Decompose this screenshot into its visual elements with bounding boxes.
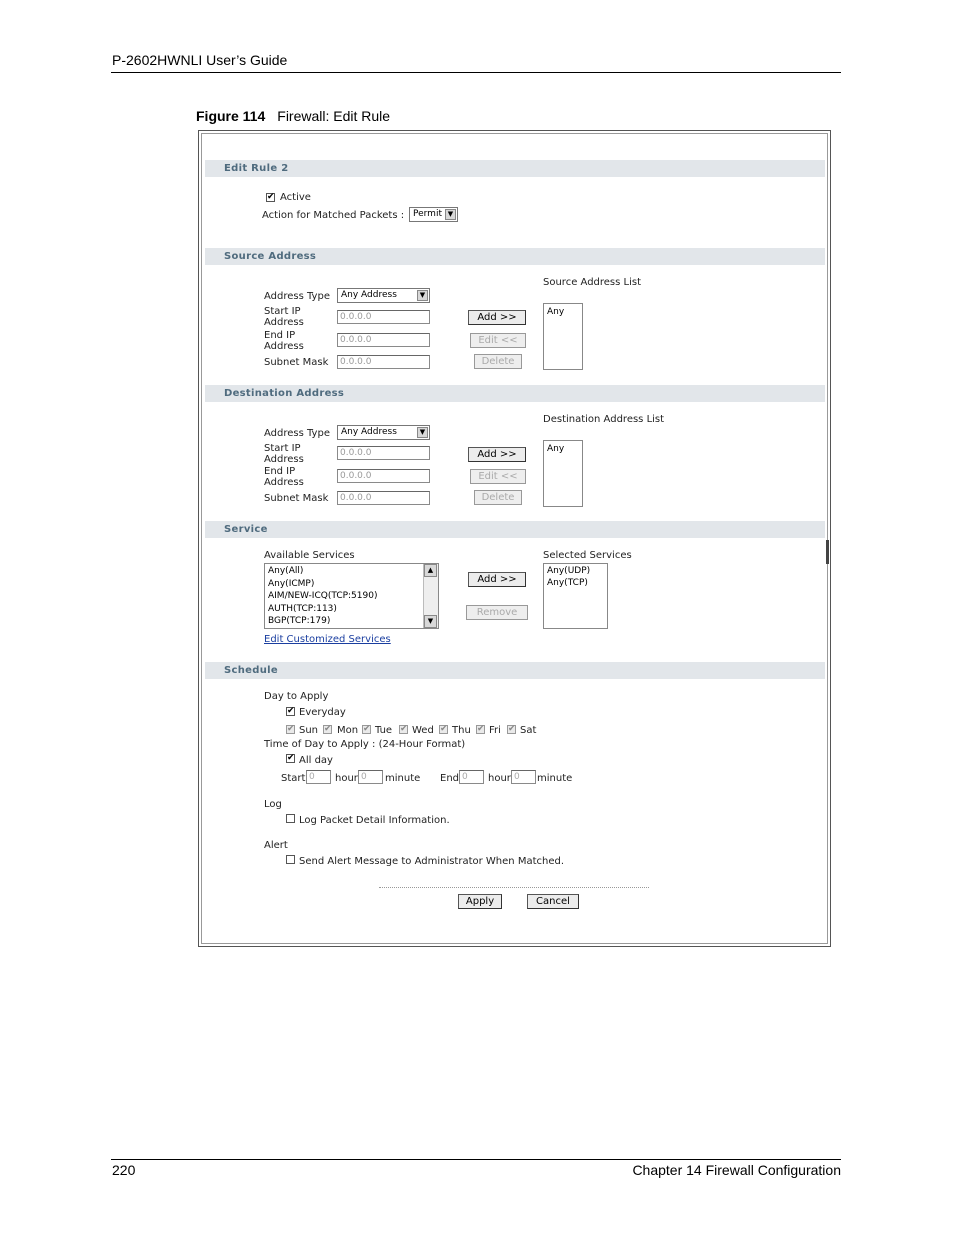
end-label: End [440, 773, 460, 784]
list-item[interactable]: Any [547, 444, 565, 454]
available-services-label: Available Services [264, 550, 355, 561]
action-select[interactable]: Permit ▼ [409, 207, 458, 222]
destination-list-title: Destination Address List [543, 414, 665, 425]
divider [379, 887, 649, 888]
source-add-button[interactable]: Add >> [468, 310, 526, 325]
schedule-title: Schedule [224, 665, 278, 676]
source-start-ip-label: Start IP Address [264, 306, 304, 328]
end-hour-label: hour [488, 773, 511, 784]
thu-checkbox[interactable]: ✔ [440, 724, 448, 734]
start-hour-input[interactable]: 0 [306, 770, 331, 784]
source-end-ip-input[interactable]: 0.0.0.0 [337, 333, 430, 347]
figure-title: Firewall: Edit Rule [277, 108, 391, 124]
document-header: P-2602HWNLI User’s Guide [112, 52, 288, 68]
scroll-down-icon[interactable]: ▼ [424, 615, 437, 628]
destination-address-list[interactable] [543, 440, 583, 507]
figure-caption [196, 108, 390, 124]
selected-services-list[interactable] [543, 563, 608, 629]
apply-button[interactable]: Apply [458, 894, 502, 909]
destination-end-ip-input[interactable]: 0.0.0.0 [337, 469, 430, 483]
source-address-list[interactable] [543, 303, 583, 370]
source-title: Source Address [224, 251, 317, 262]
end-hour-input[interactable]: 0 [459, 770, 484, 784]
log-title: Log [264, 799, 282, 810]
everyday-checkbox[interactable]: ✔ [287, 706, 295, 716]
source-address-type-label: Address Type [264, 291, 330, 302]
sat-checkbox[interactable]: ✔ [508, 724, 516, 734]
edit-customized-services-link[interactable]: Edit Customized Services [264, 634, 391, 645]
source-subnet-label: Subnet Mask [264, 357, 329, 368]
edit-rule-section-bar [205, 160, 825, 177]
start-minute-input[interactable]: 0 [358, 770, 383, 784]
header-rule [111, 72, 841, 73]
page-number: 220 [112, 1162, 136, 1178]
alert-title: Alert [264, 840, 288, 851]
chapter-title: Chapter 14 Firewall Configuration [632, 1162, 841, 1178]
list-item[interactable]: AIM/NEW-ICQ(TCP:5190) [268, 591, 378, 601]
source-edit-button[interactable]: Edit << [470, 333, 526, 348]
alert-label: Send Alert Message to Administrator When Matched. [299, 856, 565, 867]
figure-label: Figure 114 [196, 108, 266, 124]
active-label: Active [280, 192, 311, 203]
everyday-label: Everyday [299, 707, 346, 718]
destination-start-ip-input[interactable]: 0.0.0.0 [337, 446, 430, 460]
scroll-up-icon[interactable]: ▲ [424, 564, 437, 577]
service-add-button[interactable]: Add >> [468, 572, 526, 587]
end-minute-label: minute [537, 773, 573, 784]
end-minute-input[interactable]: 0 [511, 770, 536, 784]
chevron-down-icon: ▼ [417, 290, 428, 301]
source-delete-button[interactable]: Delete [474, 354, 522, 369]
destination-add-button[interactable]: Add >> [468, 447, 526, 462]
fri-label: Fri [489, 725, 501, 736]
start-hour-label: hour [335, 773, 358, 784]
source-subnet-input[interactable]: 0.0.0.0 [337, 355, 430, 369]
list-item[interactable]: Any(ICMP) [268, 578, 315, 589]
service-title: Service [224, 524, 268, 535]
time-of-day-label: Time of Day to Apply : (24-Hour Format) [264, 739, 466, 750]
list-item[interactable]: Any(All) [268, 566, 304, 576]
destination-subnet-input[interactable]: 0.0.0.0 [337, 491, 430, 505]
edit-rule-title: Edit Rule 2 [224, 163, 289, 174]
wed-label: Wed [412, 725, 434, 736]
frame-edge-mark [826, 540, 829, 564]
start-label: Start [281, 773, 306, 784]
list-item[interactable]: BGP(TCP:179) [268, 616, 331, 626]
list-item[interactable]: Any(UDP) [547, 566, 591, 576]
destination-delete-button[interactable]: Delete [474, 490, 522, 505]
active-checkbox[interactable]: ✔ [267, 192, 275, 202]
source-end-ip-label: End IP Address [264, 330, 304, 352]
list-item[interactable]: AUTH(TCP:113) [268, 603, 337, 614]
destination-start-ip-label: Start IP Address [264, 443, 304, 465]
sat-label: Sat [520, 725, 537, 736]
alert-checkbox[interactable] [286, 855, 295, 864]
service-remove-button[interactable]: Remove [466, 605, 528, 620]
allday-label: All day [299, 755, 333, 766]
action-label: Action for Matched Packets : [262, 210, 405, 221]
destination-subnet-label: Subnet Mask [264, 493, 329, 504]
tue-checkbox[interactable]: ✔ [363, 724, 371, 734]
destination-title: Destination Address [224, 388, 345, 399]
chevron-down-icon: ▼ [445, 209, 456, 220]
day-to-apply-label: Day to Apply [264, 691, 329, 702]
allday-checkbox[interactable]: ✔ [287, 753, 295, 763]
destination-address-type-select[interactable]: Any Address ▼ [337, 425, 430, 440]
destination-edit-button[interactable]: Edit << [470, 469, 526, 484]
footer-rule [111, 1159, 841, 1160]
start-minute-label: minute [385, 773, 421, 784]
source-address-type-select[interactable]: Any Address ▼ [337, 288, 430, 303]
mon-checkbox[interactable]: ✔ [324, 724, 332, 734]
cancel-button[interactable]: Cancel [527, 894, 579, 909]
source-list-title: Source Address List [543, 277, 642, 288]
destination-end-ip-label: End IP Address [264, 466, 304, 488]
wed-checkbox[interactable]: ✔ [400, 724, 408, 734]
tue-label: Tue [375, 725, 393, 736]
thu-label: Thu [452, 725, 471, 736]
sun-checkbox[interactable]: ✔ [287, 724, 295, 734]
list-item[interactable]: Any(TCP) [547, 578, 588, 588]
destination-address-type-label: Address Type [264, 428, 330, 439]
sun-label: Sun [299, 725, 319, 736]
log-label: Log Packet Detail Information. [299, 815, 450, 826]
source-start-ip-input[interactable]: 0.0.0.0 [337, 310, 430, 324]
fri-checkbox[interactable]: ✔ [477, 724, 485, 734]
selected-services-label: Selected Services [543, 550, 632, 561]
chevron-down-icon: ▼ [417, 427, 428, 438]
log-checkbox[interactable] [286, 814, 295, 823]
available-services-scrollbar[interactable] [423, 564, 438, 628]
mon-label: Mon [337, 725, 359, 736]
list-item[interactable]: Any [547, 307, 565, 317]
schedule-section-bar [205, 662, 825, 679]
service-section-bar [205, 521, 825, 538]
available-services-list[interactable] [264, 563, 439, 629]
